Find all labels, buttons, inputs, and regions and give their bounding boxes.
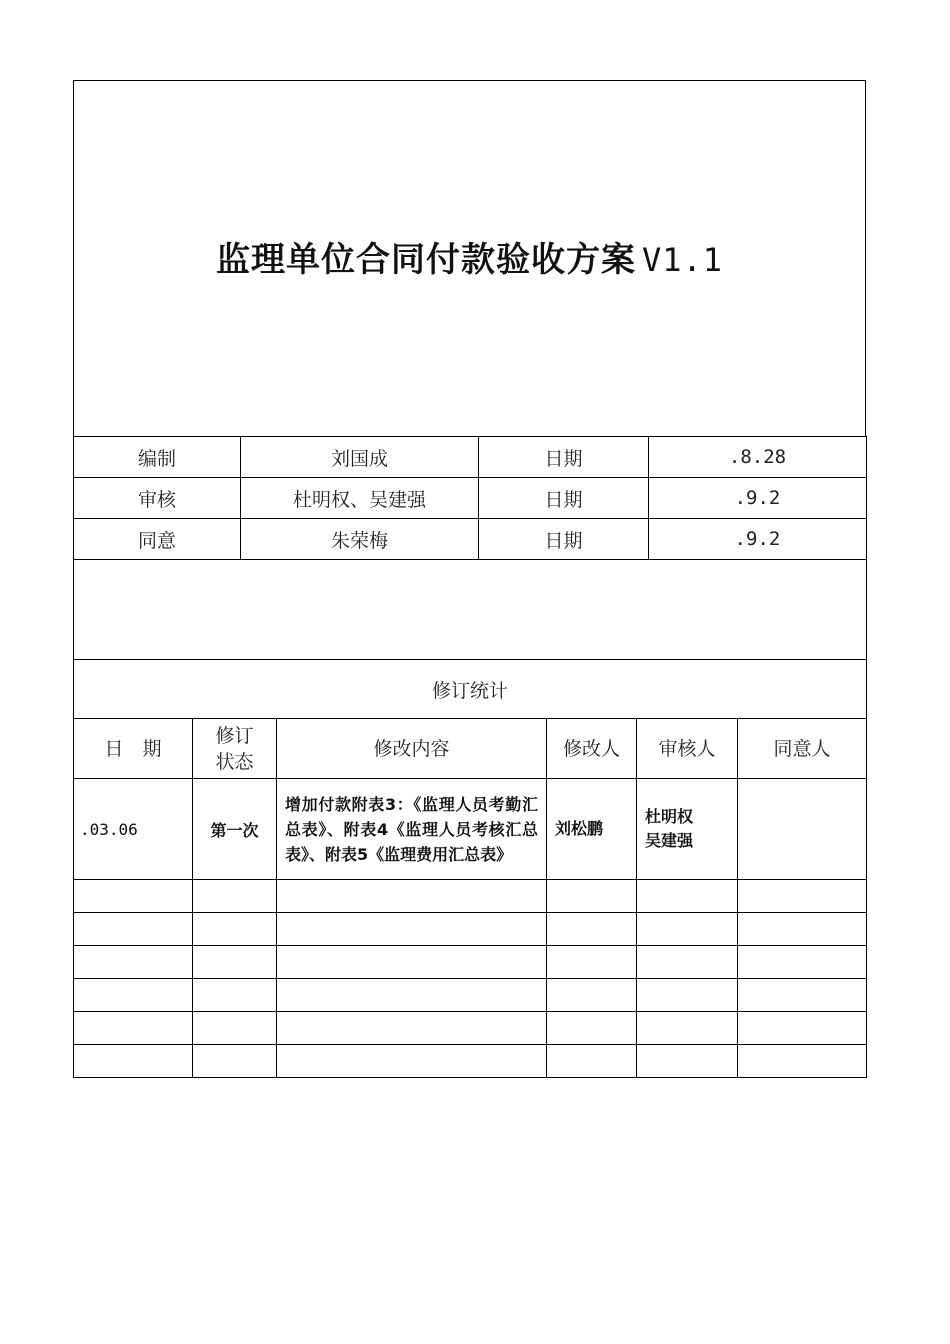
empty-cell	[277, 880, 547, 913]
empty-cell	[74, 1012, 193, 1045]
revision-reviewer-line1: 杜明权	[645, 807, 694, 826]
table-row-empty	[74, 880, 867, 913]
signoff-role: 审核	[74, 478, 241, 519]
empty-cell	[193, 1012, 277, 1045]
header-content: 修改内容	[277, 719, 547, 779]
empty-cell	[277, 946, 547, 979]
header-modifier: 修改人	[547, 719, 637, 779]
empty-cell	[547, 913, 637, 946]
empty-cell	[193, 1045, 277, 1078]
empty-cell	[738, 880, 867, 913]
empty-cell	[74, 946, 193, 979]
signoff-table	[73, 436, 867, 660]
signoff-date: .8.28	[649, 437, 867, 478]
table-row-empty	[74, 946, 867, 979]
empty-cell	[277, 1012, 547, 1045]
signoff-date: .9.2	[649, 519, 867, 560]
table-row	[74, 779, 867, 880]
empty-cell	[738, 946, 867, 979]
signoff-name: 朱荣梅	[241, 519, 479, 560]
empty-cell	[637, 913, 738, 946]
empty-cell	[738, 979, 867, 1012]
revision-header-row	[74, 719, 867, 779]
revision-section-title: 修订统计	[74, 660, 867, 719]
header-date: 日 期	[74, 719, 193, 779]
empty-cell	[277, 979, 547, 1012]
signoff-date-label: 日期	[479, 478, 649, 519]
header-status-line2: 状态	[215, 750, 254, 773]
header-status-line1: 修订	[215, 724, 254, 747]
empty-cell	[74, 979, 193, 1012]
header-reviewer: 审核人	[637, 719, 738, 779]
empty-cell	[74, 880, 193, 913]
revision-modifier: 刘松鹏	[547, 779, 637, 880]
empty-cell	[277, 1045, 547, 1078]
revision-date: .03.06	[74, 779, 193, 880]
title-block	[73, 80, 866, 437]
signoff-role: 同意	[74, 519, 241, 560]
revision-status: 第一次	[193, 779, 277, 880]
signoff-row-approve	[74, 519, 867, 560]
table-row-empty	[74, 979, 867, 1012]
document-title-main: 监理单位合同付款验收方案	[215, 240, 636, 280]
empty-cell	[637, 1012, 738, 1045]
empty-cell	[738, 913, 867, 946]
empty-cell	[637, 880, 738, 913]
revision-title-row	[74, 660, 867, 719]
empty-cell	[547, 1012, 637, 1045]
document-version: V1.1	[641, 241, 724, 279]
revision-content: 增加付款附表3：《监理人员考勤汇总表》、附表4《监理人员考核汇总表》、附表5《监理费用汇总表》	[277, 779, 547, 880]
table-row-empty	[74, 1045, 867, 1078]
signoff-date-label: 日期	[479, 437, 649, 478]
signoff-name: 杜明权、吴建强	[241, 478, 479, 519]
revision-reviewer	[637, 779, 738, 880]
signoff-role: 编制	[74, 437, 241, 478]
blank-row	[74, 560, 867, 660]
signoff-date: .9.2	[649, 478, 867, 519]
signoff-row-prepare	[74, 437, 867, 478]
empty-cell	[193, 979, 277, 1012]
empty-cell	[738, 1012, 867, 1045]
header-approver: 同意人	[738, 719, 867, 779]
empty-cell	[547, 880, 637, 913]
empty-cell	[193, 880, 277, 913]
document-title	[216, 232, 723, 281]
empty-cell	[738, 1045, 867, 1078]
empty-cell	[547, 946, 637, 979]
table-row-empty	[74, 1012, 867, 1045]
empty-cell	[74, 913, 193, 946]
empty-cell	[547, 979, 637, 1012]
signoff-row-review	[74, 478, 867, 519]
signoff-name: 刘国成	[241, 437, 479, 478]
header-status	[193, 719, 277, 779]
empty-cell	[277, 913, 547, 946]
table-row-empty	[74, 913, 867, 946]
empty-cell	[193, 946, 277, 979]
revision-approver	[738, 779, 867, 880]
empty-cell	[637, 946, 738, 979]
empty-cell	[637, 979, 738, 1012]
signoff-date-label: 日期	[479, 519, 649, 560]
empty-cell	[547, 1045, 637, 1078]
empty-cell	[74, 1045, 193, 1078]
blank-cell	[74, 560, 867, 660]
empty-cell	[637, 1045, 738, 1078]
revision-table	[73, 659, 867, 1078]
revision-reviewer-line2: 吴建强	[645, 831, 694, 850]
document-sheet	[73, 80, 866, 1078]
empty-cell	[193, 913, 277, 946]
